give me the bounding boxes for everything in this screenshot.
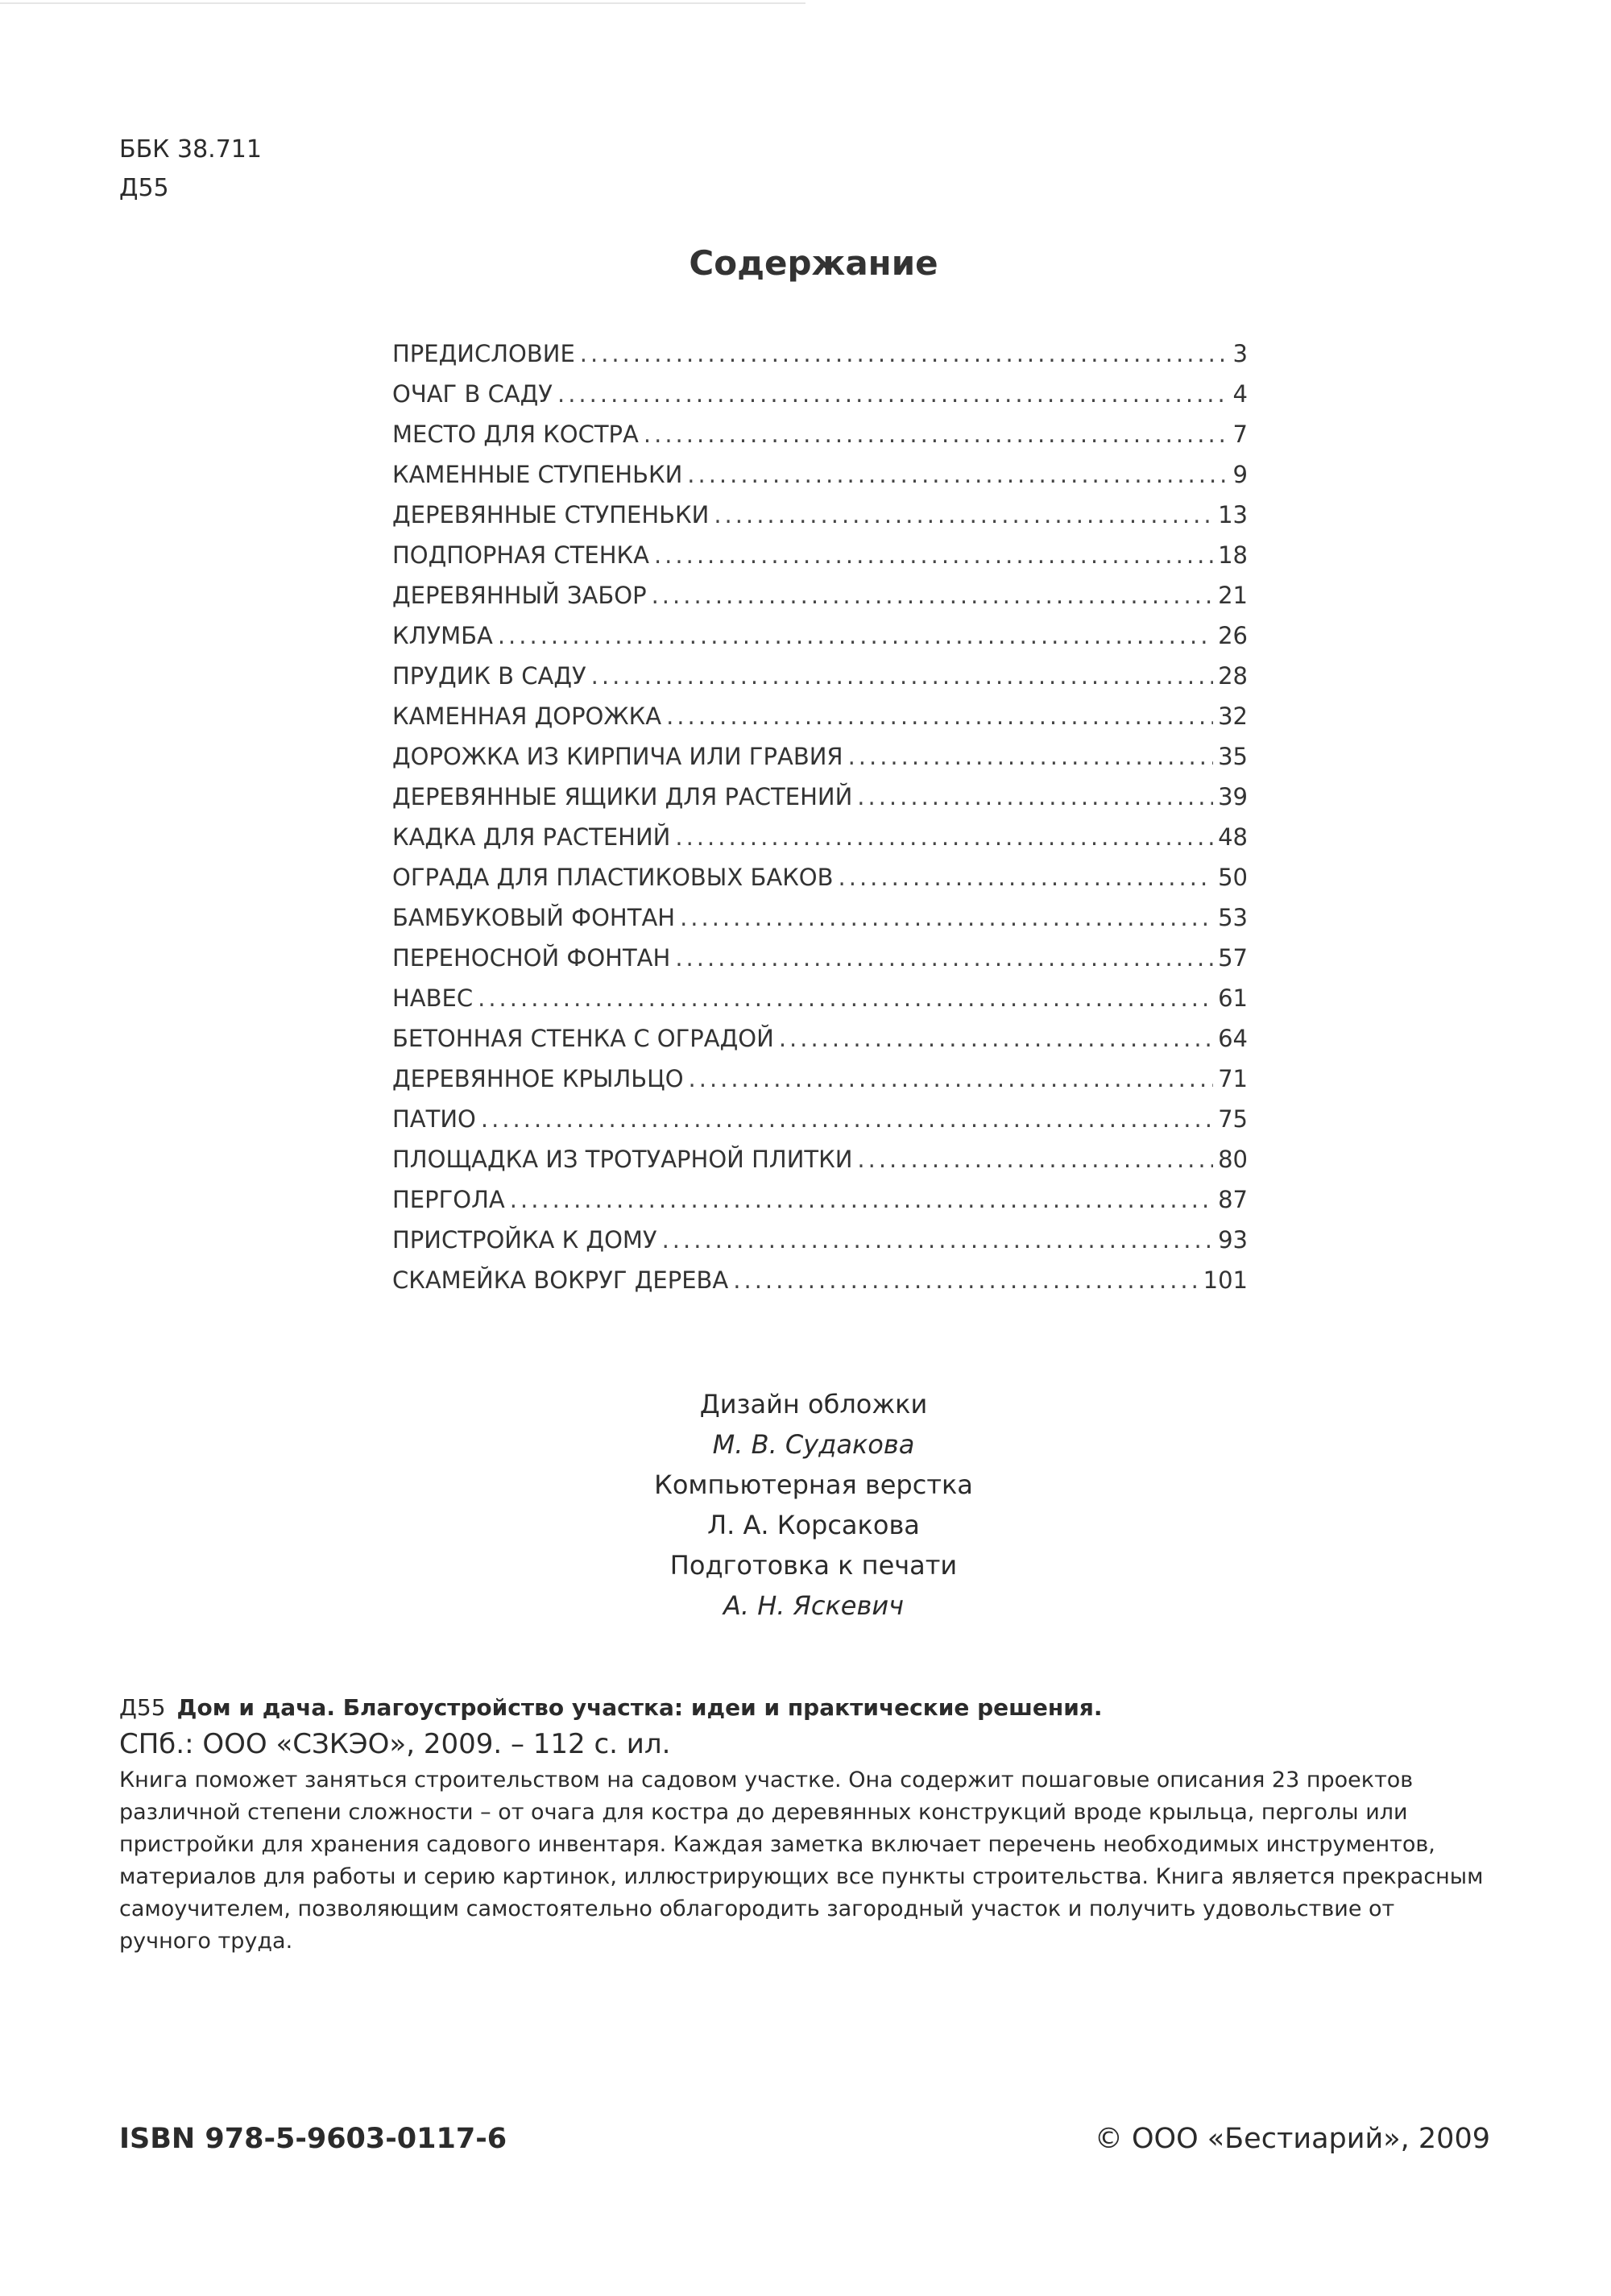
toc-entry bbox=[392, 1266, 1248, 1307]
toc-leader-dots bbox=[580, 340, 1228, 367]
toc-entry-page: 53 bbox=[1218, 904, 1248, 931]
biblio-heading bbox=[119, 1692, 1505, 1724]
toc-entry-page: 7 bbox=[1232, 421, 1248, 448]
toc-leader-dots bbox=[779, 1025, 1213, 1052]
toc-entry-page: 64 bbox=[1218, 1025, 1248, 1052]
bibliographic-record bbox=[119, 1692, 1505, 1958]
toc-entry-title: СКАМЕЙКА ВОКРУГ ДЕРЕВА bbox=[392, 1266, 729, 1294]
toc-leader-dots bbox=[654, 541, 1213, 569]
toc-entry bbox=[392, 944, 1248, 984]
toc-entry-title: ПРУДИК В САДУ bbox=[392, 662, 586, 690]
toc-entry-page: 21 bbox=[1218, 582, 1248, 609]
toc-entry-page: 75 bbox=[1218, 1105, 1248, 1133]
toc-entry-title: МЕСТО ДЛЯ КОСТРА bbox=[392, 421, 639, 448]
toc-entry-title: ОЧАГ В САДУ bbox=[392, 380, 553, 408]
toc-entry-title: КАМЕННАЯ ДОРОЖКА bbox=[392, 702, 662, 730]
toc-leader-dots bbox=[848, 743, 1214, 770]
publisher-info: СПб.: ООО «СЗКЭО», 2009. – 112 с. ил. bbox=[119, 1728, 671, 1760]
toc-entry-title: ПРИСТРОЙКА К ДОМУ bbox=[392, 1226, 657, 1254]
toc-entry-title: БАМБУКОВЫЙ ФОНТАН bbox=[392, 904, 676, 931]
layout-label: Компьютерная верстка bbox=[654, 1469, 973, 1500]
toc-leader-dots bbox=[857, 1146, 1213, 1173]
toc-entry bbox=[392, 1146, 1248, 1186]
toc-entry-title: КЛУМБА bbox=[392, 622, 493, 649]
toc-leader-dots bbox=[666, 702, 1213, 730]
toc-leader-dots bbox=[680, 904, 1213, 931]
toc-entry bbox=[392, 461, 1248, 501]
toc-entry bbox=[392, 662, 1248, 702]
book-title: Дом и дача. Благоустройство участка: идеи и практические решения. bbox=[176, 1694, 1103, 1721]
toc-entry-title: ДЕРЕВЯННЫЕ ЯЩИКИ ДЛЯ РАСТЕНИЙ bbox=[392, 783, 853, 810]
toc-entry-title: ПЕРЕНОСНОЙ ФОНТАН bbox=[392, 944, 671, 972]
copyright: © ООО «Бестиарий», 2009 bbox=[1094, 2123, 1490, 2155]
toc-leader-dots bbox=[644, 421, 1228, 448]
toc-entry-title: ДОРОЖКА ИЗ КИРПИЧА ИЛИ ГРАВИЯ bbox=[392, 743, 843, 770]
toc-leader-dots bbox=[557, 380, 1228, 408]
toc-entry-title: ДЕРЕВЯННЫЙ ЗАБОР bbox=[392, 582, 647, 609]
toc-entry bbox=[392, 904, 1248, 944]
toc-entry-title: ДЕРЕВЯННОЕ КРЫЛЬЦО bbox=[392, 1065, 684, 1092]
print-prep-person: А. Н. Яскевич bbox=[723, 1590, 905, 1621]
toc-leader-dots bbox=[714, 501, 1213, 528]
toc-entry-page: 71 bbox=[1218, 1065, 1248, 1092]
toc-entry-title: НАВЕС bbox=[392, 984, 474, 1012]
layout-person: Л. А. Корсакова bbox=[707, 1510, 920, 1540]
toc-entry-page: 28 bbox=[1218, 662, 1248, 690]
toc-entry-page: 39 bbox=[1218, 783, 1248, 810]
toc-entry-page: 32 bbox=[1218, 702, 1248, 730]
toc-entry-page: 4 bbox=[1232, 380, 1248, 408]
toc-entry bbox=[392, 1226, 1248, 1266]
toc-leader-dots bbox=[662, 1226, 1214, 1254]
toc-entry bbox=[392, 1065, 1248, 1105]
table-of-contents bbox=[392, 340, 1248, 1307]
toc-leader-dots bbox=[652, 582, 1214, 609]
toc-entry bbox=[392, 1025, 1248, 1065]
toc-entry-page: 93 bbox=[1218, 1226, 1248, 1254]
toc-entry-page: 48 bbox=[1218, 823, 1248, 851]
toc-entry-title: БЕТОННАЯ СТЕНКА С ОГРАДОЙ bbox=[392, 1025, 774, 1052]
cover-design-label: Дизайн обложки bbox=[699, 1389, 928, 1419]
cover-design-person: М. В. Судакова bbox=[712, 1429, 915, 1460]
toc-entry-title: ОГРАДА ДЛЯ ПЛАСТИКОВЫХ БАКОВ bbox=[392, 864, 834, 891]
toc-entry-page: 87 bbox=[1218, 1186, 1248, 1213]
credits-block bbox=[0, 1384, 1611, 1626]
toc-entry bbox=[392, 702, 1248, 743]
toc-entry bbox=[392, 380, 1248, 421]
toc-leader-dots bbox=[498, 622, 1213, 649]
toc-entry-page: 35 bbox=[1218, 743, 1248, 770]
classification-block bbox=[119, 131, 262, 208]
toc-entry-page: 57 bbox=[1218, 944, 1248, 972]
toc-entry-page: 61 bbox=[1218, 984, 1248, 1012]
biblio-code: Д55 bbox=[119, 1694, 166, 1721]
toc-entry bbox=[392, 501, 1248, 541]
toc-leader-dots bbox=[687, 461, 1228, 488]
toc-entry bbox=[392, 340, 1248, 380]
toc-entry-title: ПОДПОРНАЯ СТЕНКА bbox=[392, 541, 649, 569]
toc-entry bbox=[392, 582, 1248, 622]
toc-leader-dots bbox=[478, 984, 1213, 1012]
toc-entry bbox=[392, 622, 1248, 662]
bbk-code: ББК 38.711 bbox=[119, 135, 262, 164]
toc-entry bbox=[392, 783, 1248, 823]
toc-entry-title: КАМЕННЫЕ СТУПЕНЬКИ bbox=[392, 461, 683, 488]
toc-leader-dots bbox=[733, 1266, 1198, 1294]
toc-entry-title: ДЕРЕВЯННЫЕ СТУПЕНЬКИ bbox=[392, 501, 710, 528]
toc-entry-title: КАДКА ДЛЯ РАСТЕНИЙ bbox=[392, 823, 671, 851]
toc-entry bbox=[392, 864, 1248, 904]
toc-leader-dots bbox=[675, 944, 1213, 972]
toc-entry-title: ПЕРГОЛА bbox=[392, 1186, 505, 1213]
toc-entry-page: 3 bbox=[1232, 340, 1248, 367]
toc-entry-title: ПРЕДИСЛОВИЕ bbox=[392, 340, 575, 367]
toc-entry bbox=[392, 1105, 1248, 1146]
page-title: Содержание bbox=[689, 243, 938, 283]
toc-leader-dots bbox=[591, 662, 1213, 690]
toc-leader-dots bbox=[675, 823, 1213, 851]
toc-entry-page: 101 bbox=[1203, 1266, 1248, 1294]
book-description: Книга поможет заняться строительством на садовом участке. Она содержит пошаговые описания 23 проектов различной степени сложности – от очага для костра до деревянных конструкций вроде крыльца, перголы или пристройки для хранения садового инвентаря. Каждая заметка включает перечень необходимых инструментов, материалов для работы и серию картинок, иллюстрирующих все пункты строительства. Книга является прекрасным самоучителем, позволяющим самостоятельно облагородить загородный участок и получить удовольствие от ручного труда. bbox=[119, 1768, 1484, 1954]
toc-leader-dots bbox=[689, 1065, 1214, 1092]
toc-entry-page: 18 bbox=[1218, 541, 1248, 569]
toc-entry bbox=[392, 1186, 1248, 1226]
toc-leader-dots bbox=[857, 783, 1213, 810]
toc-entry-page: 50 bbox=[1218, 864, 1248, 891]
toc-entry-title: ПЛОЩАДКА ИЗ ТРОТУАРНОЙ ПЛИТКИ bbox=[392, 1146, 853, 1173]
toc-entry bbox=[392, 984, 1248, 1025]
toc-entry-title: ПАТИО bbox=[392, 1105, 476, 1133]
toc-entry bbox=[392, 743, 1248, 783]
toc-leader-dots bbox=[481, 1105, 1213, 1133]
toc-leader-dots bbox=[510, 1186, 1213, 1213]
print-prep-label: Подготовка к печати bbox=[669, 1550, 958, 1581]
scan-edge-line bbox=[0, 2, 806, 4]
toc-entry-page: 80 bbox=[1218, 1146, 1248, 1173]
toc-entry-page: 26 bbox=[1218, 622, 1248, 649]
isbn: ISBN 978-5-9603-0117-6 bbox=[119, 2123, 507, 2155]
toc-entry bbox=[392, 541, 1248, 582]
toc-entry-page: 9 bbox=[1232, 461, 1248, 488]
toc-entry-page: 13 bbox=[1218, 501, 1248, 528]
toc-leader-dots bbox=[839, 864, 1214, 891]
toc-entry bbox=[392, 823, 1248, 864]
toc-entry bbox=[392, 421, 1248, 461]
author-index: Д55 bbox=[119, 174, 169, 202]
